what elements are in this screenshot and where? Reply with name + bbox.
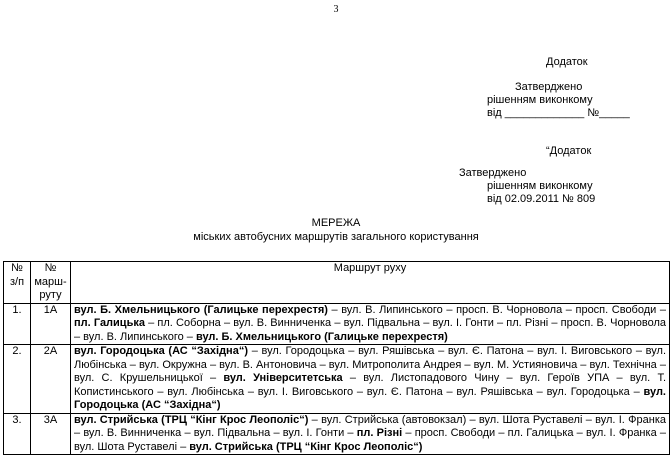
approval-new-decision: рішенням виконкому	[487, 94, 593, 106]
route-number: 1А	[31, 303, 71, 345]
routes-table	[3, 261, 670, 455]
approval-new-date-line: від _____________ №_____	[487, 107, 630, 119]
route-segment: – вул. Листопадового Чину – вул. Героїв УПА – вул. Т. Копистинського – вул. Любінська – вул. І. Виговського – вул. Є. Патона – вул. Ряшівська – вул. Городоцька –	[74, 372, 666, 398]
route-description	[71, 413, 670, 455]
approval-old-heading: “Додаток	[546, 145, 592, 157]
table-row	[4, 303, 670, 345]
approval-old-approved: Затверджено	[459, 167, 527, 179]
route-key-stop: вул. Городоцька (АС “Західна“)	[74, 345, 248, 357]
approval-old-date-line: від 02.09.2011 № 809	[487, 193, 596, 205]
route-number: 2А	[31, 345, 71, 414]
route-key-stop: вул. Стрийська (ТРЦ “Кінг Крос Леополіс“)	[74, 413, 309, 426]
route-key-stop: пл. Різні	[356, 427, 403, 439]
header-num-line: №	[11, 262, 23, 274]
route-segment: – вул. Стрийська (автовокзал) – вул. Шота Руставелі – вул. І. Франка – вул. В. Винниченка – вул. Підвальна – вул. І. Гонти –	[74, 413, 666, 439]
header-route-no-line: марш-	[34, 275, 67, 288]
route-number: 3А	[31, 413, 71, 455]
route-segment: – просп. Свободи – пл. Галицька – вул. І. Франка – вул. Шота Руставелі –	[74, 427, 666, 453]
route-key-stop: вул. Стрийська (ТРЦ “Кінг Крос Леополіс“)	[189, 440, 423, 453]
page-number: 3	[333, 4, 339, 15]
approval-old-decision: рішенням виконкому	[487, 180, 593, 192]
approval-new-approved: Затверджено	[515, 81, 583, 93]
approval-new-heading: Додаток	[546, 56, 588, 68]
route-key-stop: вул. Б. Хмельницького (Галицьке перехрестя)	[195, 330, 448, 343]
header-num-line: з/п	[9, 275, 25, 288]
route-description	[71, 345, 670, 414]
document-title: МЕРЕЖА	[311, 217, 361, 229]
header-route-no-line: руту	[39, 289, 62, 301]
route-key-stop: пл. Галицька	[74, 317, 145, 329]
route-segment: – вул. В. Липинського – просп. В. Чорновола – просп. Свободи –	[327, 303, 666, 316]
row-number: 1.	[4, 303, 31, 345]
route-key-stop: вул. Городоцька (АС “Західна“)	[74, 385, 666, 411]
header-route: Маршрут руху	[71, 262, 670, 304]
route-key-stop: вул. Б. Хмельницького (Галицьке перехрестя)	[74, 303, 328, 316]
route-segment: – вул. Городоцька – вул. Ряшівська – вул. Є. Патона – вул. І. Виговського – вул. Любінська – вул. Окружна – вул. В. Антоновича – вул. Митрополита Андрея – вул. М. Устияновича – вул. Технічна – вул. С. Крушельницької –	[74, 345, 667, 384]
document-subtitle: міських автобусних маршрутів загального користування	[193, 231, 479, 243]
header-route-no	[31, 262, 71, 304]
table-row	[4, 345, 670, 414]
route-key-stop: вул. Університетська	[223, 372, 343, 384]
row-number: 3.	[4, 413, 31, 455]
table-header-row	[4, 262, 670, 304]
row-number: 2.	[4, 345, 31, 414]
route-description	[71, 303, 670, 345]
route-segment: – пл. Соборна – вул. В. Винниченка – вул. Підвальна – вул. І. Гонти – пл. Різні – просп. В. Чорновола – вул. В. Липинського –	[74, 317, 666, 343]
table-row	[4, 413, 670, 455]
header-num	[4, 262, 31, 304]
header-route-no-line: №	[44, 262, 57, 274]
